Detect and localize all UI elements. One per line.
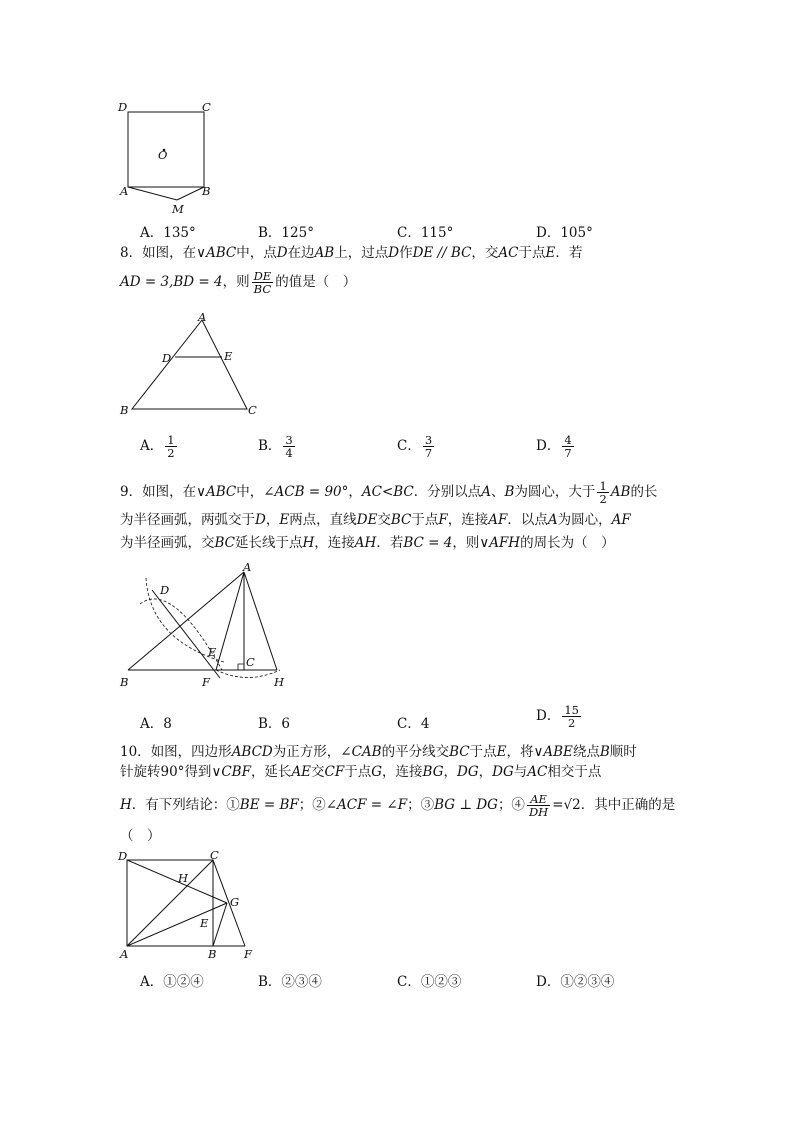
figure-triangle-abc-construction [112,560,302,690]
label-d: D [118,849,128,863]
q8-option-b: B． $\frac{3}{4}$ [258,433,293,460]
label-c: C [210,848,219,862]
line-ab [128,572,244,670]
q10-option-c: C．①②③ [397,974,462,990]
q10-option-d: D．①②③④ [536,974,615,990]
diagonal-ac [127,860,213,946]
label-a: A [198,310,207,324]
label-d: D [118,100,128,114]
label-b: B [120,403,129,417]
q8-line-2: AD = 3,BD = 4，则 $\frac{DE}{BC}$ 的值是（ ） [120,269,357,296]
q8-line-1: 8．如图，在∨ABC中，点D在边AB上，过点D作DE // BC，交AC于点E．若 [120,245,583,261]
q9-fraction-half: $\frac{1}{2}$ [599,479,607,506]
q9-line-1: 9．如图，在∨ABC中，∠ACB = 90°，AC<BC．分别以点A、B为圆心，大于 $\frac{1}{2}$ AB的长 [120,479,658,506]
q10-option-a: A．①②④ [140,974,204,990]
q9-option-c: C．4 [397,716,430,732]
arc-from-a [140,599,222,670]
label-d: D [160,583,170,597]
figure-triangle-abc-de [112,310,262,420]
q8-option-d: D． $\frac{4}{7}$ [536,433,572,460]
q9-line-2: 为半径画弧，两弧交于D，E两点，直线DE交BC于点F，连接AF．以点A为圆心，AF [120,512,631,528]
label-c: C [248,403,257,417]
label-h: H [178,871,189,885]
q9-line-3: 为半径画弧，交BC延长线于点H，连接AH．若BC = 4，则∨AFH的周长为（ ） [120,535,615,551]
label-b: B [120,675,129,689]
label-f: F [202,675,210,689]
line-af [216,572,244,670]
q10-line-3: H．有下列结论：①BE = BF；②∠ACF = ∠F；③BG ⊥ DG；④ $\frac{AE}{DH}$ =√2．其中正确的是 [120,792,676,819]
label-e: E [208,645,217,659]
q10-option-b: B．②③④ [258,974,322,990]
q7-option-a: A．135° [140,225,196,241]
figure-square-abcd-m [110,95,220,220]
q8-fraction-de-bc: $\frac{DE}{BC}$ [253,269,272,296]
label-m: M [172,202,184,216]
q7-option-c: C．115° [397,225,454,241]
segment-bg [213,903,227,946]
label-e: E [224,349,233,363]
label-g: G [230,895,240,909]
right-angle-mark [238,664,244,670]
q7-option-d: D．105° [536,225,593,241]
q10-fraction-ae-dh: $\frac{AE}{DH}$ [528,792,549,819]
figure-square-abcd-rotation [112,848,272,963]
triangle-amb [128,187,204,200]
label-h: H [274,675,285,689]
label-c: C [202,100,211,114]
q8-option-c: C． $\frac{3}{7}$ [397,433,433,460]
q9-option-b: B．6 [258,716,291,732]
label-a: A [243,560,252,574]
label-b: B [208,947,217,961]
q10-line-2: 针旋转90°得到∨CBF，延长AE交CF于点G，连接BG，DG，DG与AC相交于点 [120,764,602,780]
q10-line-1: 10．如图，四边形ABCD为正方形，∠CAB的平分线交BC于点E，将∨ABE绕点B顺时 [120,744,637,760]
q7-option-b: B．125° [258,225,314,241]
segment-cf [213,860,245,946]
label-o: O [158,148,168,162]
label-e: E [200,916,209,930]
label-b: B [202,184,211,198]
label-a: A [120,184,129,198]
q9-option-a: A．8 [140,716,172,732]
q9-option-d: D． $\frac{15}{2}$ [536,703,579,730]
q8-option-a: A． $\frac{1}{2}$ [140,433,175,460]
label-c: C [246,655,255,669]
label-a: A [120,947,129,961]
segment-ag [127,903,227,946]
q10-line-4: （ ） [120,828,161,844]
label-d: D [162,351,172,365]
line-de [152,590,220,678]
triangle-abc [132,320,247,409]
arc-fh [216,670,280,678]
label-f: F [244,947,252,961]
